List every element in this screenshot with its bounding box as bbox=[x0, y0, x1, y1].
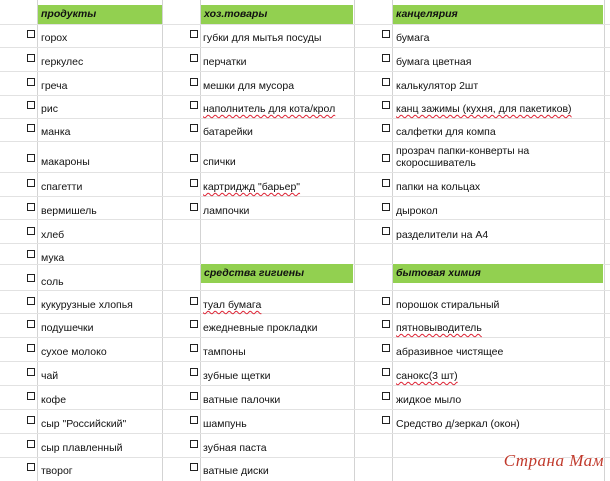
list-item: бумага bbox=[396, 32, 430, 44]
grid-hline bbox=[0, 361, 610, 362]
list-item: порошок стиральный bbox=[396, 299, 500, 311]
list-item: губки для мытья посуды bbox=[203, 32, 322, 44]
checkbox[interactable] bbox=[190, 463, 198, 471]
list-item: калькулятор 2шт bbox=[396, 80, 479, 92]
checkbox[interactable] bbox=[190, 30, 198, 38]
checkbox[interactable] bbox=[382, 344, 390, 352]
list-item: бумага цветная bbox=[396, 56, 472, 68]
checkbox[interactable] bbox=[27, 227, 35, 235]
checkbox[interactable] bbox=[382, 179, 390, 187]
list-item: зубная паста bbox=[203, 442, 267, 454]
grid-hline bbox=[0, 409, 610, 410]
grid-hline bbox=[0, 243, 610, 244]
header-hoz-tovary: хоз.товары bbox=[201, 5, 353, 24]
list-item: чай bbox=[41, 370, 59, 382]
list-item: картриджд "барьер" bbox=[203, 181, 301, 193]
checkbox[interactable] bbox=[382, 54, 390, 62]
list-item: лампочки bbox=[203, 205, 250, 217]
checkbox[interactable] bbox=[27, 101, 35, 109]
list-item: вермишель bbox=[41, 205, 97, 217]
list-item: мешки для мусора bbox=[203, 80, 295, 92]
list-item: сухое молоко bbox=[41, 346, 107, 358]
list-item: жидкое мыло bbox=[396, 394, 462, 406]
checkbox[interactable] bbox=[27, 392, 35, 400]
checkbox[interactable] bbox=[190, 416, 198, 424]
header-kancelyariya: канцелярия bbox=[393, 5, 603, 24]
list-item: греча bbox=[41, 80, 68, 92]
checkbox[interactable] bbox=[27, 78, 35, 86]
list-item: подушечки bbox=[41, 322, 94, 334]
list-item: кофе bbox=[41, 394, 67, 406]
checkbox[interactable] bbox=[382, 320, 390, 328]
list-item: батарейки bbox=[203, 126, 253, 138]
checkbox[interactable] bbox=[27, 203, 35, 211]
list-item: горох bbox=[41, 32, 68, 44]
checkbox[interactable] bbox=[190, 54, 198, 62]
grid-hline bbox=[0, 118, 610, 119]
checkbox[interactable] bbox=[190, 344, 198, 352]
list-item: сыр плавленный bbox=[41, 442, 123, 454]
checkbox[interactable] bbox=[190, 203, 198, 211]
grid-hline bbox=[0, 47, 610, 48]
list-item: пятновыводитель bbox=[396, 322, 482, 334]
list-item: мука bbox=[41, 252, 65, 264]
list-item: кукурузные хлопья bbox=[41, 299, 133, 311]
grid-hline bbox=[0, 313, 610, 314]
list-item: спагетти bbox=[41, 181, 83, 193]
grid-hline bbox=[0, 337, 610, 338]
checkbox[interactable] bbox=[27, 416, 35, 424]
checkbox[interactable] bbox=[382, 154, 390, 162]
list-item: Средство д/зеркал (окон) bbox=[396, 418, 520, 430]
grid-hline bbox=[0, 95, 610, 96]
checkbox[interactable] bbox=[190, 368, 198, 376]
grid-hline bbox=[0, 385, 610, 386]
header-gigiena: средства гигиены bbox=[201, 264, 353, 283]
list-item: зубные щетки bbox=[203, 370, 271, 382]
checkbox[interactable] bbox=[190, 320, 198, 328]
grid-hline bbox=[0, 433, 610, 434]
list-item: шампунь bbox=[203, 418, 247, 430]
grid-hline bbox=[0, 71, 610, 72]
list-item: манка bbox=[41, 126, 71, 138]
list-item: перчатки bbox=[203, 56, 247, 68]
checkbox[interactable] bbox=[190, 179, 198, 187]
checkbox[interactable] bbox=[382, 368, 390, 376]
list-item: прозрач папки-конверты на скоросшиватель bbox=[396, 145, 530, 169]
checkbox[interactable] bbox=[190, 154, 198, 162]
grid-hline bbox=[0, 196, 610, 197]
checkbox[interactable] bbox=[382, 124, 390, 132]
list-item: соль bbox=[41, 276, 64, 288]
list-item: папки на кольцах bbox=[396, 181, 481, 193]
list-item: спички bbox=[203, 156, 236, 168]
grid-hline bbox=[0, 172, 610, 173]
checkbox[interactable] bbox=[190, 297, 198, 305]
checkbox[interactable] bbox=[27, 250, 35, 258]
list-item: ежедневные прокладки bbox=[203, 322, 318, 334]
checkbox[interactable] bbox=[382, 297, 390, 305]
list-item: дырокол bbox=[396, 205, 438, 217]
checkbox[interactable] bbox=[190, 392, 198, 400]
checkbox[interactable] bbox=[382, 203, 390, 211]
list-item: сыр "Российский" bbox=[41, 418, 127, 430]
list-item: ватные диски bbox=[203, 465, 269, 477]
checkbox[interactable] bbox=[27, 368, 35, 376]
checkbox[interactable] bbox=[27, 463, 35, 471]
checkbox[interactable] bbox=[382, 392, 390, 400]
checkbox[interactable] bbox=[27, 274, 35, 282]
checkbox[interactable] bbox=[382, 30, 390, 38]
list-item: геркулес bbox=[41, 56, 84, 68]
grid-hline bbox=[0, 24, 610, 25]
list-item: рис bbox=[41, 103, 58, 115]
list-item: тампоны bbox=[203, 346, 246, 358]
list-item: канц зажимы (кухня, для пакетиков) bbox=[396, 103, 572, 115]
list-item: салфетки для компа bbox=[396, 126, 496, 138]
checkbox[interactable] bbox=[27, 179, 35, 187]
list-item: абразивное чистящее bbox=[396, 346, 504, 358]
header-bytovaya-himiya: бытовая химия bbox=[393, 264, 603, 283]
list-item: туал бумага bbox=[203, 299, 262, 311]
checkbox[interactable] bbox=[27, 344, 35, 352]
checkbox[interactable] bbox=[190, 101, 198, 109]
checkbox[interactable] bbox=[190, 440, 198, 448]
checkbox[interactable] bbox=[190, 78, 198, 86]
checkbox[interactable] bbox=[190, 124, 198, 132]
checkbox[interactable] bbox=[27, 297, 35, 305]
checkbox[interactable] bbox=[27, 440, 35, 448]
list-item: ватные палочки bbox=[203, 394, 281, 406]
list-item: макароны bbox=[41, 156, 90, 168]
grid-hline bbox=[0, 290, 610, 291]
checkbox[interactable] bbox=[382, 416, 390, 424]
checkbox[interactable] bbox=[27, 124, 35, 132]
checkbox[interactable] bbox=[27, 54, 35, 62]
site-watermark: Страна Мам bbox=[503, 451, 604, 470]
list-item: разделители на А4 bbox=[396, 229, 489, 241]
list-item: творог bbox=[41, 465, 73, 477]
list-item: хлеб bbox=[41, 229, 65, 241]
checkbox[interactable] bbox=[27, 30, 35, 38]
checkbox[interactable] bbox=[27, 154, 35, 162]
grid-hline bbox=[0, 141, 610, 142]
checkbox[interactable] bbox=[382, 101, 390, 109]
checkbox[interactable] bbox=[382, 227, 390, 235]
grid-hline bbox=[0, 219, 610, 220]
list-item: наполнитель для кота/крол bbox=[203, 103, 336, 115]
checkbox[interactable] bbox=[27, 320, 35, 328]
header-produkty: продукты bbox=[38, 5, 162, 24]
checkbox[interactable] bbox=[382, 78, 390, 86]
list-item: санокс(3 шт) bbox=[396, 370, 458, 382]
